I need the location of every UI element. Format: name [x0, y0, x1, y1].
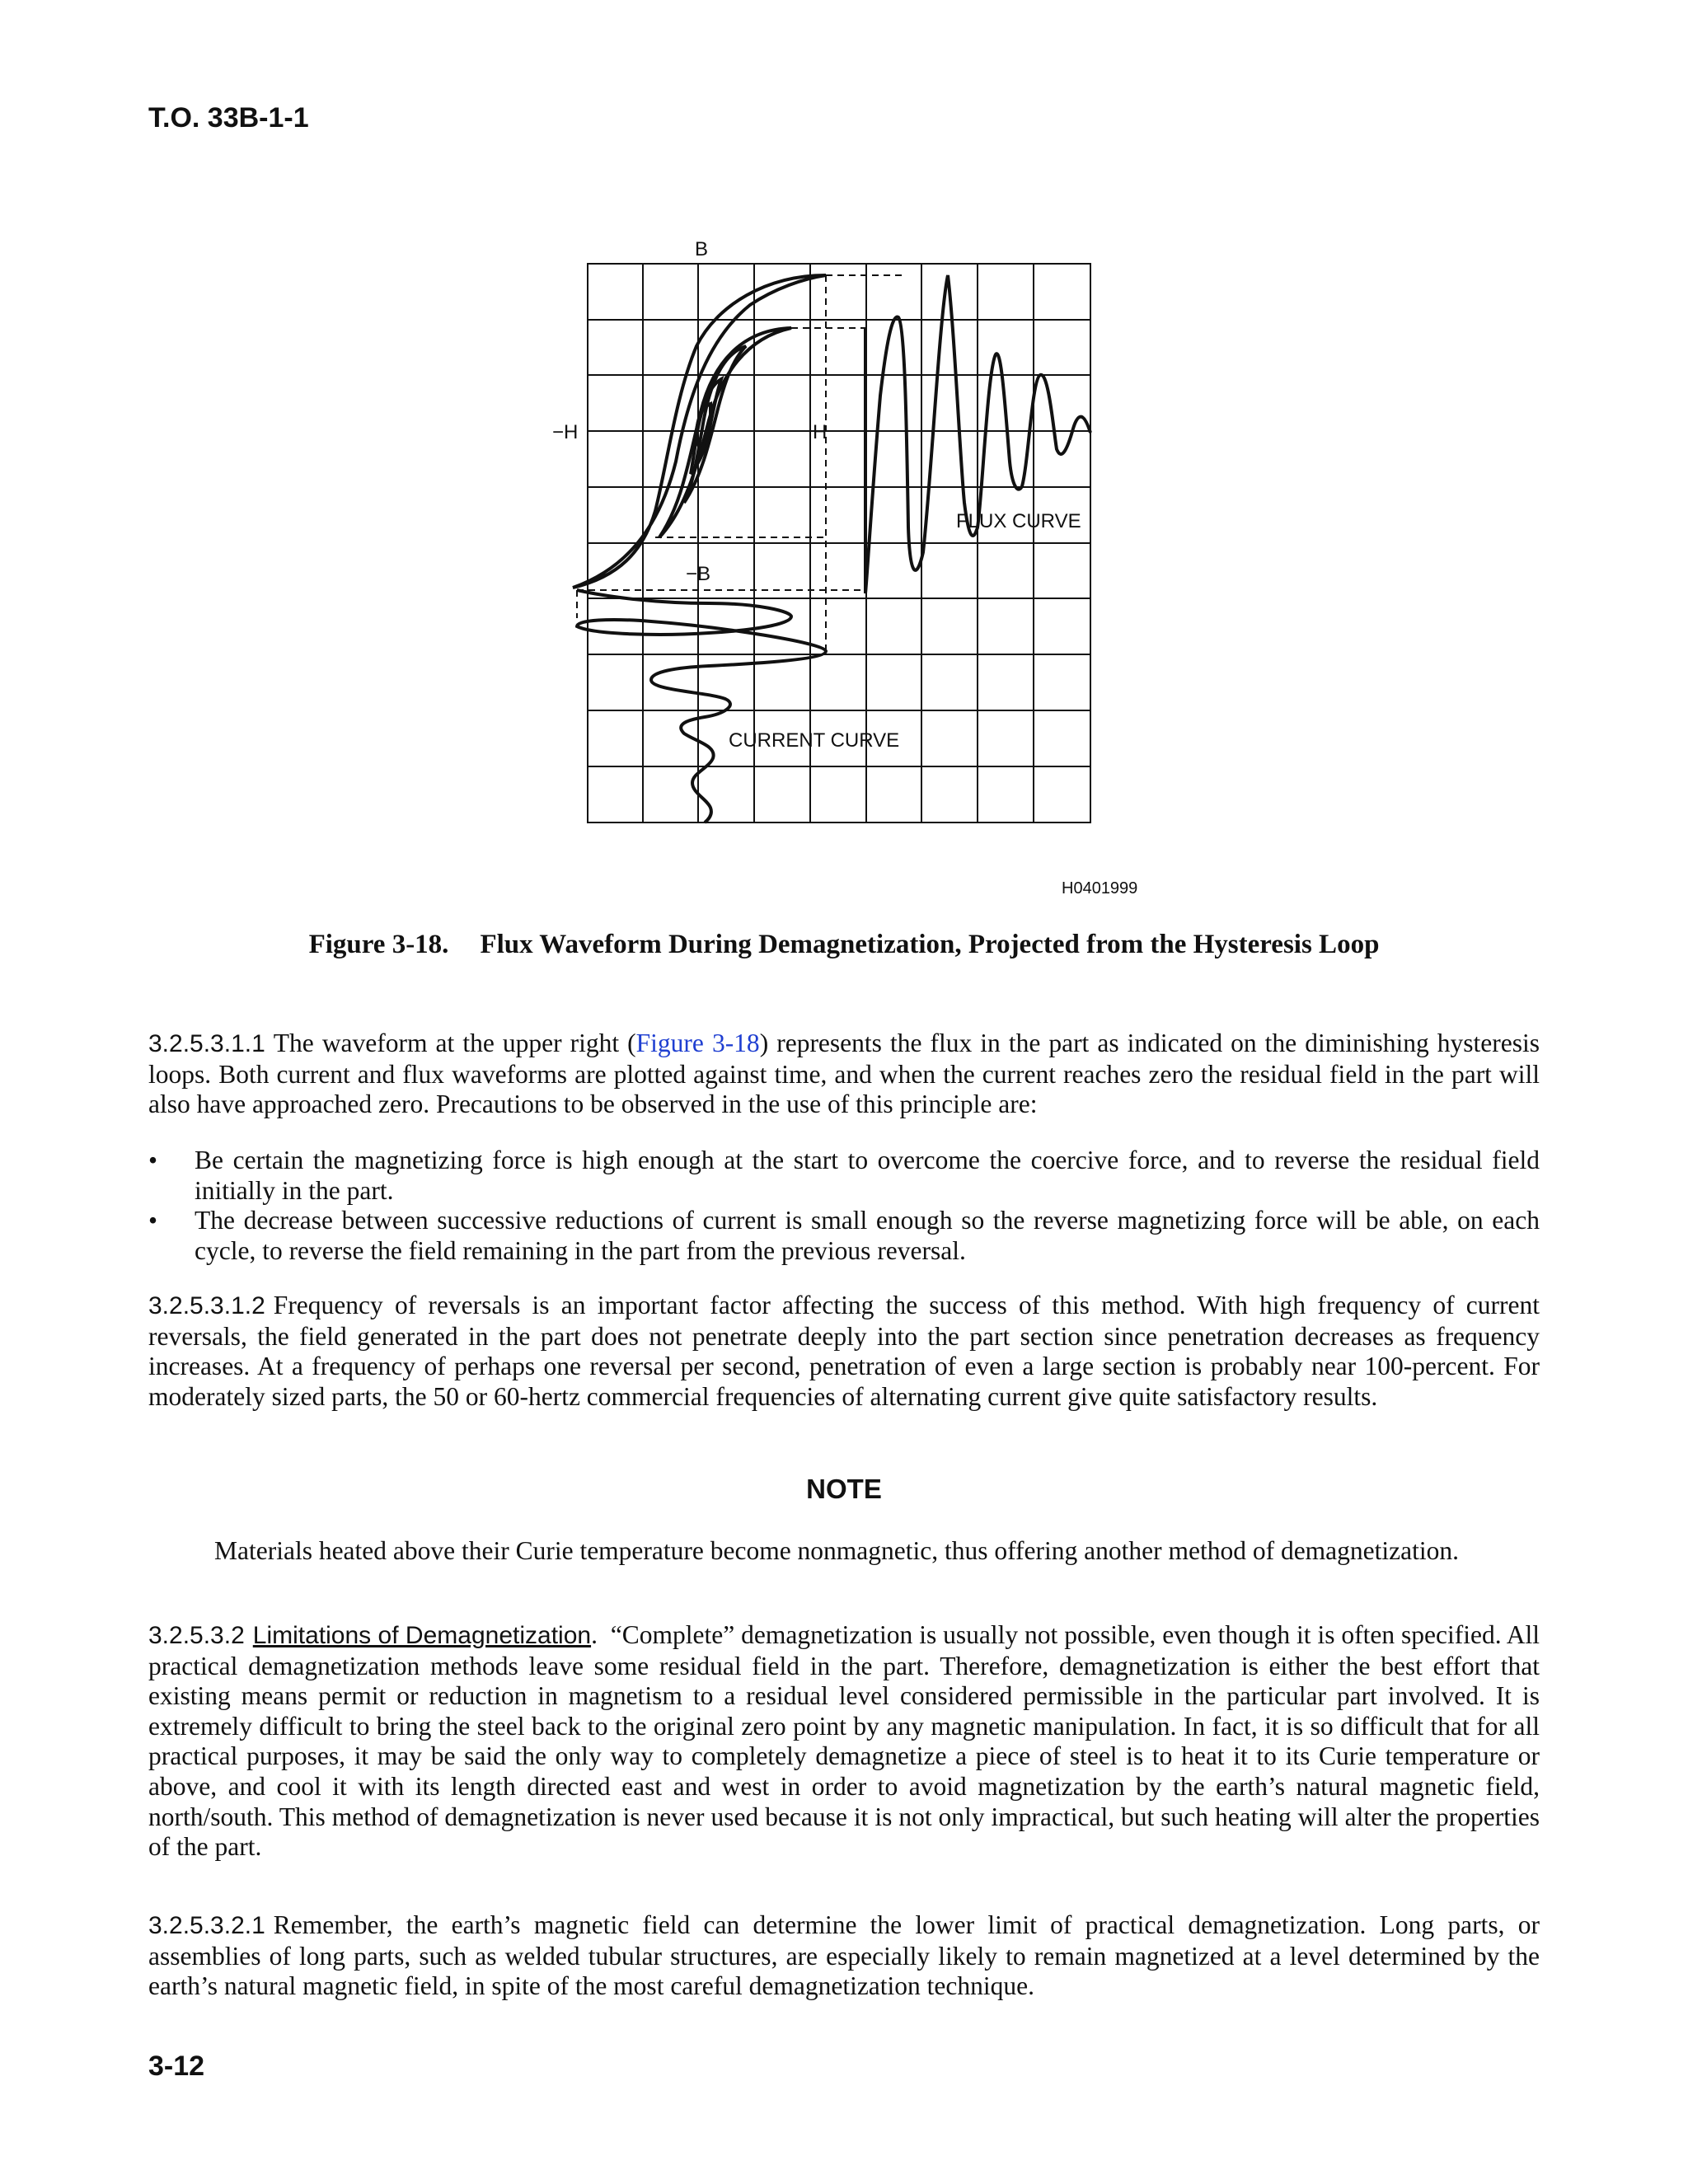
list-item-text: Be certain the magnetizing force is high enough at the start to overcome the coercive force, and to reverse the residual field initially in the part.	[195, 1146, 1540, 1205]
label-neg-b: −B	[686, 563, 711, 585]
figure-3-18-link[interactable]: Figure 3-18	[635, 1029, 760, 1057]
page-number: 3-12	[148, 2050, 205, 2082]
bullet-icon: •	[148, 1206, 158, 1235]
document-id-header: T.O. 33B-1-1	[148, 102, 309, 134]
list-item	[148, 1146, 1540, 1206]
paragraph-3-2-5-3-1-2	[148, 1291, 1540, 1412]
paragraph-text: Remember, the earth’s magnetic field can determine the lower limit of practical demagnetization. Long parts, or assemblies of long parts, such as welded tubular structures, are especially likely to remain magnetized at a level determined by the earth’s natural magnetic field, in spite of the most careful demagnetization technique.	[148, 1910, 1540, 2001]
list-item	[148, 1206, 1540, 1266]
note-title: NOTE	[806, 1474, 882, 1504]
paragraph-text-b: ) represents the flux in the part as indicated on the diminishing hysteresis loops. Both current and flux waveforms are plotted against time, and when the current reaches zero the residual field in the part will also have approached zero. Precautions to be observed in the use of this principle are:	[148, 1029, 1540, 1119]
label-neg-h: −H	[552, 421, 579, 443]
paragraph-text: “Complete” demagnetization is usually not possible, even though it is often specified. All practical demagnetization methods leave some residual field in the part. Therefore, demagnetization is either the best effort that existing means permit or reduction in magnetism to a residual level considered permissible in the particular part involved. It is extremely difficult to bring the steel back to the original zero point by any magnetic manipulation. In fact, it is so difficult that for all practical purposes, it may be said the only way to completely demagnetize a piece of steel is to heat it to its Curie temperature or above, and cool it with its length directed east and west in order to avoid magnetization by the earth’s natural magnetic field, north/south. This method of demagnetization is never used because it is not only impractical, but such heating will alter the properties of the part.	[148, 1620, 1540, 1862]
paragraph-number: 3.2.5.3.1.1	[148, 1030, 265, 1057]
figure-caption-title: Flux Waveform During Demagnetization, Projected from the Hysteresis Loop	[480, 930, 1380, 959]
paragraph-3-2-5-3-2: 3.2.5.3.2 Limitations of Demagnetization. “Complete” demagnetization is usually not possible, even though it is often specified. All practical demagnetization methods leave some residual field in the part. Therefore, demagnetization is either the best effort that existing means permit or reduction in magnetism to a residual level considered permissible in the particular part involved. It is extremely difficult to bring the steel back to the original zero point by any magnetic manipulation. In fact, it is so difficult that for all practical purposes, it may be said the only way to completely demagnetize a piece of steel is to heat it to its Curie temperature or above, and cool it with its length directed east and west in order to avoid magnetization by the earth’s natural magnetic field, north/south. This method of demagnetization is never used because it is not only impractical, but such heating will alter the properties of the part.	[148, 1620, 1540, 1862]
hysteresis-flux-figure	[0, 0, 1688, 923]
figure-caption	[0, 930, 1688, 960]
current-curve	[577, 590, 826, 823]
paragraph-text-a: The waveform at the upper right (	[273, 1029, 636, 1057]
section-heading: Limitations of Demagnetization	[252, 1622, 592, 1649]
bullet-icon: •	[148, 1146, 158, 1174]
label-b-top: B	[695, 238, 709, 260]
paragraph-number: 3.2.5.3.1.2	[148, 1292, 265, 1319]
list-item-text: The decrease between successive reductions of current is small enough so the reverse magnetizing force will be able, on each cycle, to reverse the field remaining in the part from the previous reversal.	[195, 1206, 1540, 1265]
paragraph-3-2-5-3-2-1	[148, 1910, 1540, 2002]
label-h: H	[813, 421, 828, 443]
image-code: H0401999	[1062, 879, 1138, 898]
figure-caption-label: Figure 3-18.	[308, 930, 449, 959]
paragraph-number: 3.2.5.3.2	[148, 1622, 245, 1649]
current-curve-label: CURRENT CURVE	[729, 729, 900, 752]
inner-hysteresis-loop-1	[684, 346, 746, 503]
paragraph-number: 3.2.5.3.2.1	[148, 1912, 265, 1939]
figure-labels	[552, 238, 1137, 898]
precautions-list	[148, 1146, 1540, 1266]
note-text: Materials heated above their Curie temperature become nonmagnetic, thus offering another method of demagnetization.	[214, 1536, 1459, 1565]
paragraph-3-2-5-3-1-1	[148, 1029, 1540, 1120]
paragraph-text: Frequency of reversals is an important factor affecting the success of this method. With high frequency of current reversals, the field generated in the part does not penetrate deeply into the part section since penetration decreases as frequency increases. At a frequency of perhaps one reversal per second, penetration of even a large section is probably near 100-percent. For moderately sized parts, the 50 or 60-hertz commercial frequencies of alternating current give quite satisfactory results.	[148, 1291, 1540, 1411]
flux-curve-label: FLUX CURVE	[956, 510, 1081, 532]
